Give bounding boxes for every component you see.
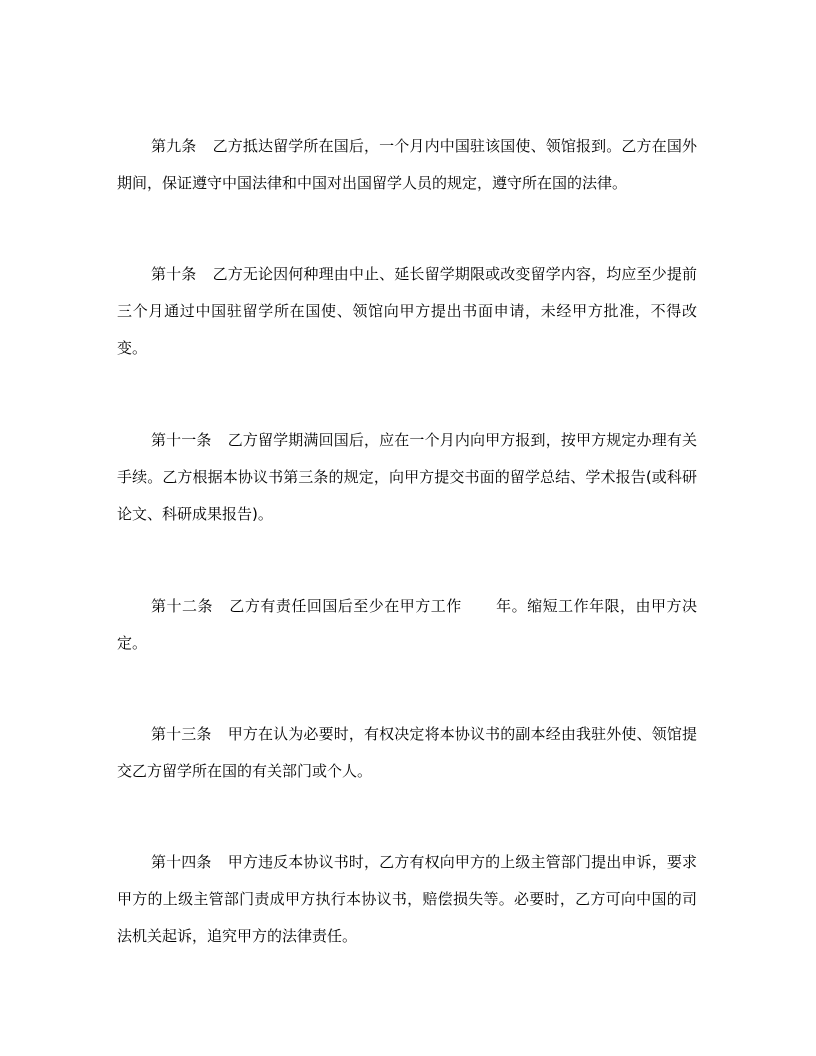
article-9-number: 第九条 [151,137,197,155]
article-12-text-before: 乙方有责任回国后至少在甲方工作 [228,597,462,615]
article-11-text: 乙方留学期满回国后，应在一个月内向甲方报到，按甲方规定办理有关手续。乙方根据本协议书第三条的规定，向甲方提交书面的留学总结、学术报告(或科研论文、科研成果报告)。 [117,431,697,523]
article-13 [117,716,697,790]
article-11-number: 第十一条 [151,431,212,449]
article-14-text: 甲方违反本协议书时，乙方有权向甲方的上级主管部门提出申诉，要求甲方的上级主管部门责成甲方执行本协议书，赔偿损失等。必要时，乙方可向中国的司法机关起诉，追究甲方的法律责任。 [117,853,697,945]
article-13-text: 甲方在认为必要时，有权决定将本协议书的副本经由我驻外使、领馆提交乙方留学所在国的有关部门或个人。 [117,725,697,780]
article-14 [117,844,697,955]
article-12-text-after: 年。缩短工作年限，由甲方决定。 [117,597,697,652]
article-11 [117,422,697,533]
article-9 [117,128,697,202]
article-9-text: 乙方抵达留学所在国后，一个月内中国驻该国使、领馆报到。乙方在国外期间，保证遵守中国法律和中国对出国留学人员的规定，遵守所在国的法律。 [117,137,697,192]
article-14-number: 第十四条 [151,853,212,871]
article-10-number: 第十条 [151,265,197,283]
article-13-number: 第十三条 [151,725,212,743]
article-10-text: 乙方无论因何种理由中止、延长留学期限或改变留学内容，均应至少提前三个月通过中国驻留学所在国使、领馆向甲方提出书面申请，未经甲方批准，不得改变。 [117,265,697,357]
article-12-number: 第十二条 [151,597,213,615]
article-10 [117,256,697,367]
article-12 [117,588,697,662]
